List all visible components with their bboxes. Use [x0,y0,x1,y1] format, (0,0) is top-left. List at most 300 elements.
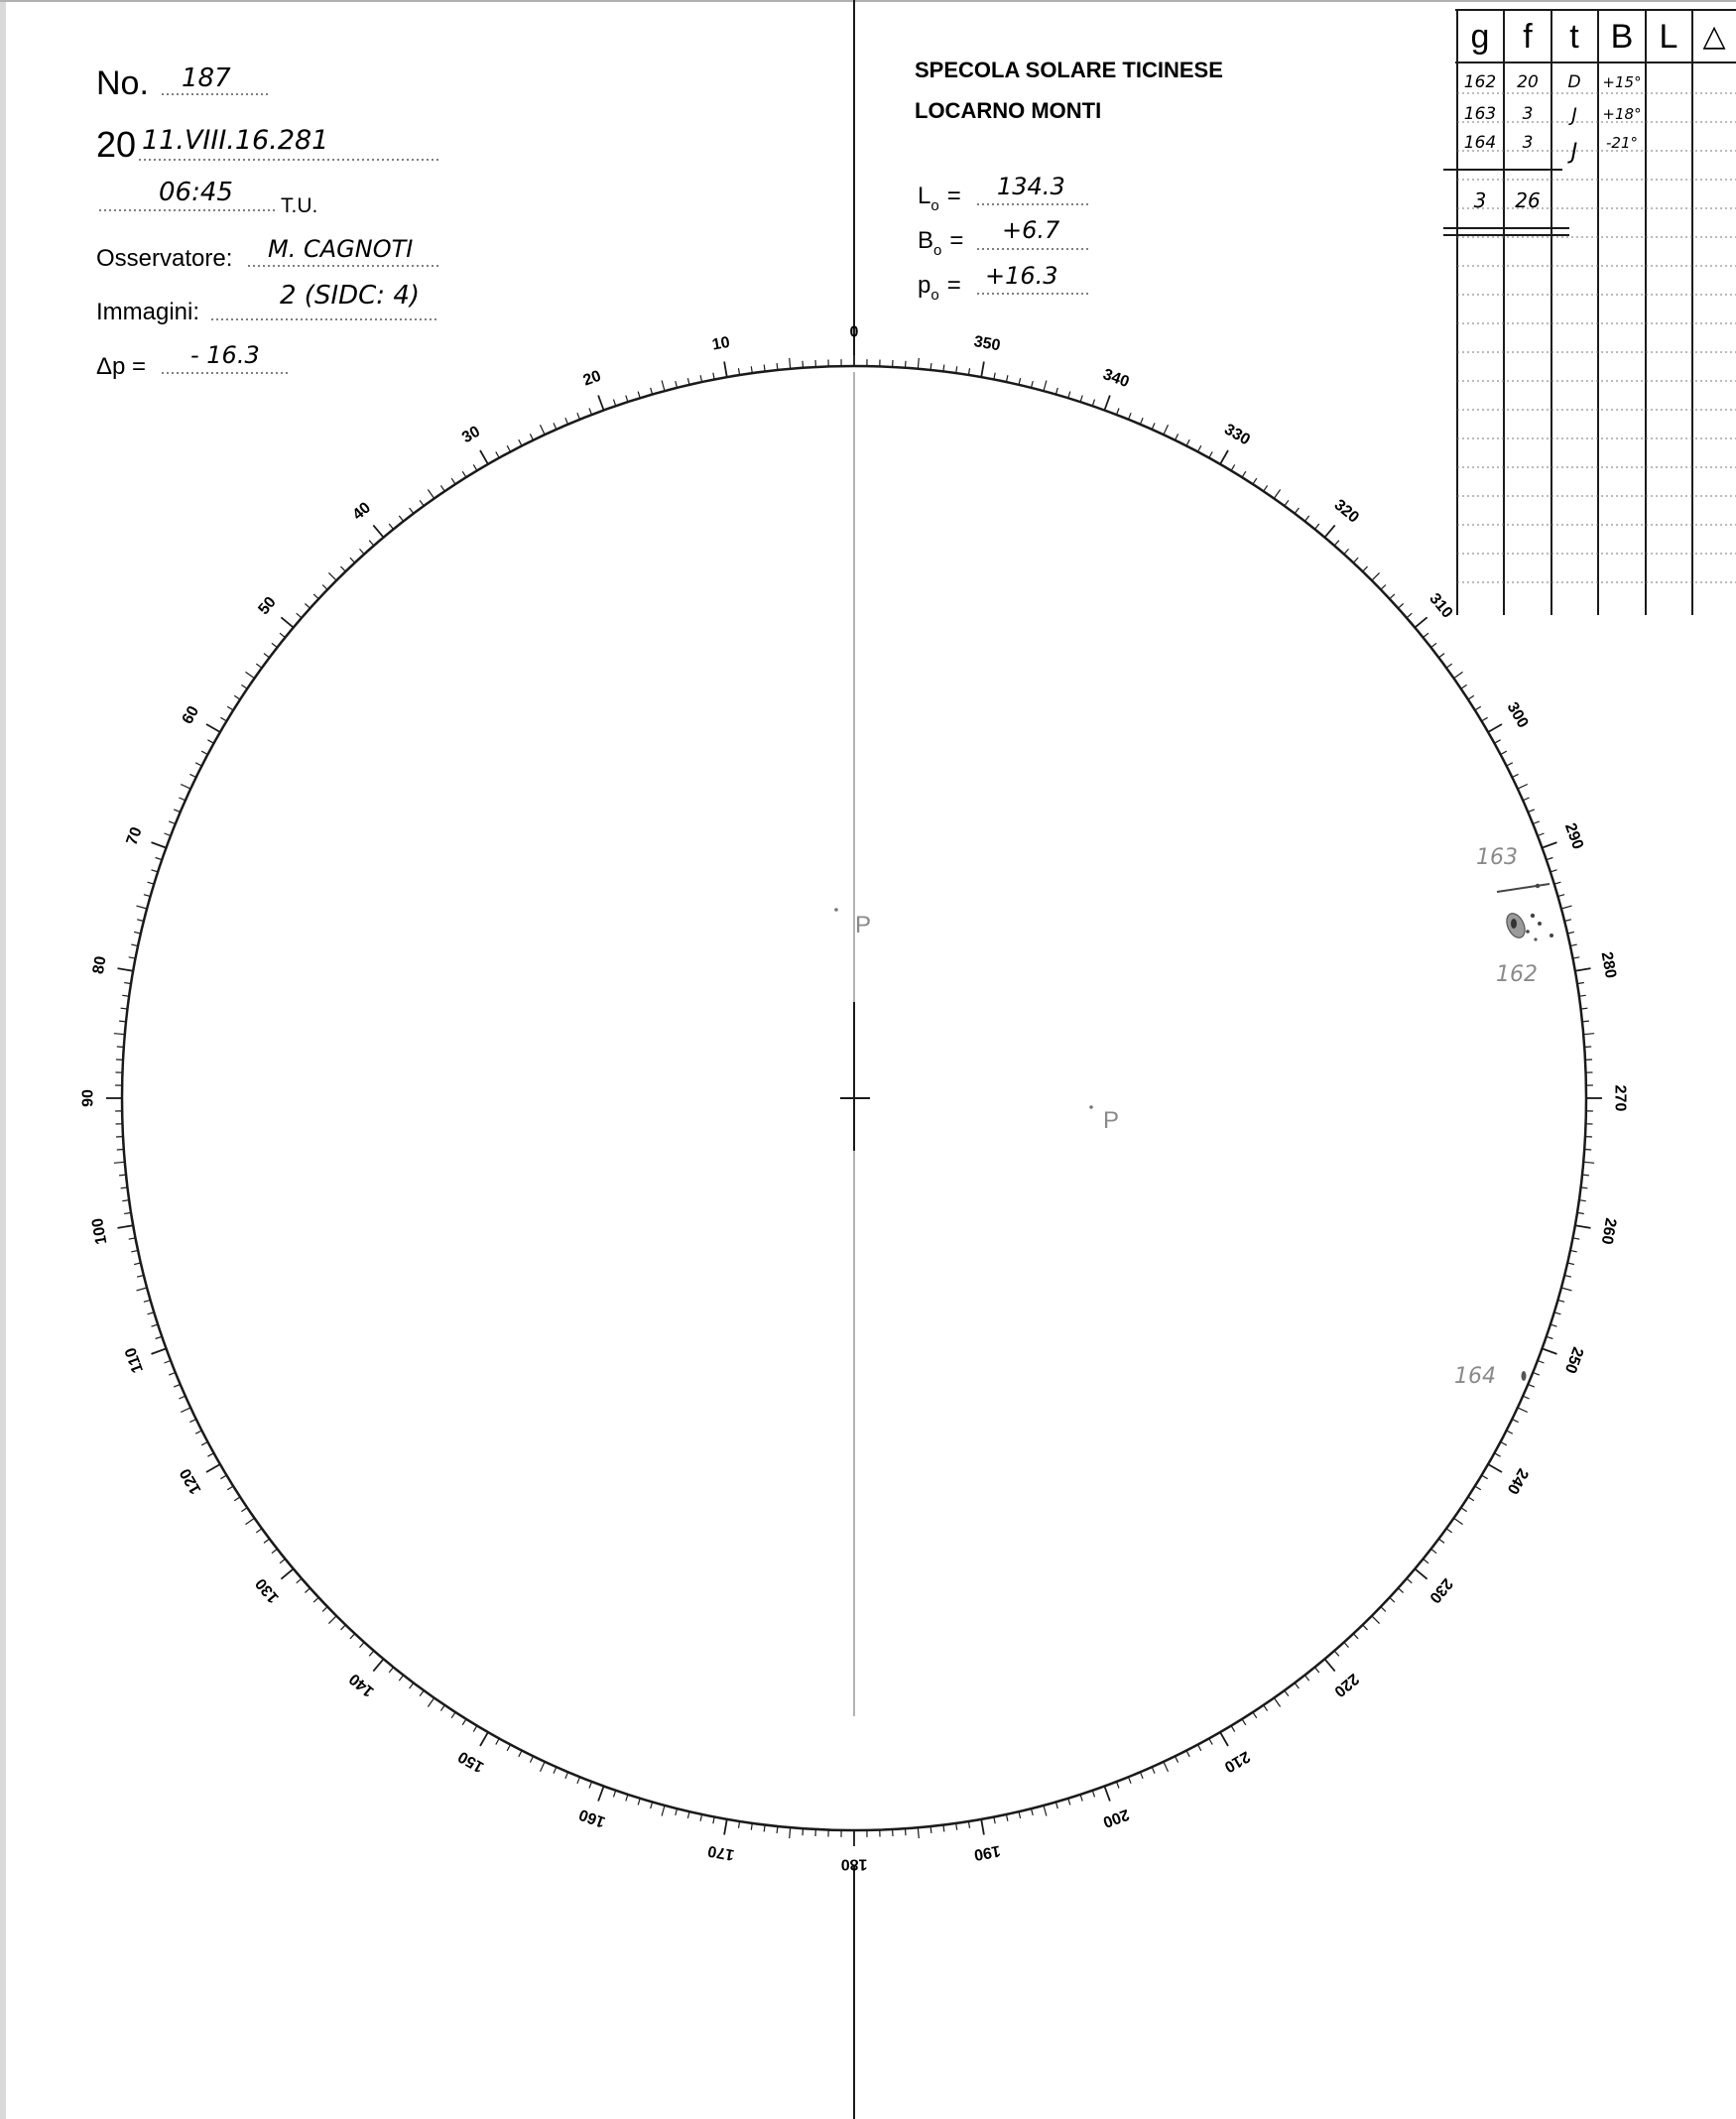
scale-tick [1080,1795,1082,1802]
scale-tick [1475,706,1481,710]
scale-tick [1295,1683,1299,1688]
scale-tick [1304,516,1308,522]
scale-tick [1424,1558,1429,1562]
scale-tick [687,1811,689,1818]
north-pole-mark: P [855,912,872,938]
scale-tick [1092,1791,1094,1798]
scale-tick [1543,1348,1557,1354]
scale-tick [1264,1705,1268,1711]
scale-tick [137,1288,148,1291]
table-cell: 3 [1522,104,1534,124]
scale-tick [1140,1772,1143,1779]
scale-tick [577,1777,580,1784]
scale-tick [1488,724,1502,732]
group-163-label: 163 [1476,845,1518,870]
scale-tick [1554,1312,1561,1314]
scale-tick [1176,1756,1178,1762]
scale-tick [313,1597,318,1602]
scale-tick [181,1408,190,1413]
scale-tick [1501,751,1507,754]
b0-label: $B_o$ = [918,227,964,259]
scale-label-60: 60 [179,703,203,727]
scale-tick [577,413,580,420]
scale-tick [1461,685,1467,688]
l0-value: 134.3 [997,173,1065,200]
scale-tick [1209,1739,1212,1745]
scale-tick [638,392,640,399]
scale-tick [207,740,213,743]
scale-tick [1583,1034,1594,1035]
scale-tick [1482,1475,1488,1479]
scale-tick [1564,1276,1571,1278]
scale-tick [1242,471,1246,477]
date-prefix: 20 [96,124,137,165]
scale-tick [1438,1539,1444,1543]
table-cell: 3 [1522,133,1534,153]
scan-top-edge [0,0,1736,2]
scale-tick [206,724,220,732]
scale-label-70: 70 [123,824,146,848]
scale-tick [724,362,727,378]
scale-tick [1152,423,1155,429]
scale-tick [1523,1396,1529,1399]
scale-tick [1044,1806,1047,1816]
scale-tick [156,858,163,860]
scale-tick [1482,717,1488,721]
date-value: 11.VIII.16.281 [142,125,329,156]
scale-tick [322,1607,327,1612]
scale-tick [1424,633,1429,637]
scale-tick [1561,1288,1572,1291]
scale-tick [1547,858,1553,860]
scale-tick [118,968,134,971]
scale-tick [1104,396,1110,411]
scale-tick [156,1336,163,1338]
scale-tick [1454,1518,1463,1524]
scale-tick [1501,1442,1507,1445]
scale-tick [152,842,167,848]
scale-tick [305,604,310,609]
scale-label-150: 150 [455,1747,487,1776]
table-dotted-rules [1457,93,1736,582]
scale-tick [1032,1808,1034,1815]
scale-tick [165,1361,172,1364]
scale-tick [1117,409,1120,416]
scale-tick [1575,1225,1591,1228]
scale-tick [1220,450,1228,464]
scale-tick [507,445,510,451]
scale-tick [1488,1464,1502,1472]
scale-tick [777,363,778,370]
table-header-f: f [1523,18,1533,56]
scale-tick [179,1396,185,1399]
scale-tick [626,1795,628,1802]
scale-label-260: 260 [1597,1216,1619,1246]
scale-tick [152,870,159,872]
heliographic-pole-dot [1089,1105,1093,1109]
scale-tick [1538,1361,1545,1364]
scale-tick [1438,654,1444,658]
group-162-umbra [1511,919,1517,929]
scale-tick [1285,1690,1289,1696]
scale-tick [1117,1782,1120,1789]
observer-label: Osservatore: [96,245,233,272]
scale-tick [1550,870,1557,872]
scale-tick [119,1175,126,1176]
scale-tick [195,763,201,766]
scale-tick [1454,672,1463,678]
scan-left-edge [0,0,6,2119]
scale-tick [790,1827,791,1838]
scale-tick [1407,1578,1412,1583]
scale-tick [1582,1175,1589,1176]
l0-label: $L_o$ = [918,183,961,214]
table-cell: 164 [1463,133,1497,153]
scale-tick [1363,1625,1368,1630]
scale-tick [554,1767,557,1773]
scale-tick [473,464,477,470]
scale-label-30: 30 [459,423,483,447]
scale-tick [440,485,444,491]
group-163-pointer [1497,884,1550,892]
scale-tick [206,1464,220,1472]
scale-tick [420,500,424,506]
scale-tick [174,1384,181,1387]
scale-tick [119,1021,126,1022]
scale-tick [1231,464,1235,470]
scale-tick [614,1791,616,1798]
scale-tick [1512,1420,1518,1423]
scale-tick [114,1034,125,1035]
scale-tick [440,1705,444,1711]
scale-tick [272,643,278,647]
table-header-l: L [1659,18,1678,56]
scale-tick [1570,944,1577,946]
scale-tick [1518,785,1528,790]
scale-tick [451,478,455,484]
scale-tick [1304,1676,1308,1682]
scale-tick [1570,1250,1577,1252]
scale-tick [189,1420,195,1423]
scale-label-330: 330 [1221,421,1253,449]
table-cell: +18° [1602,105,1642,123]
scale-tick [313,594,318,599]
table-cell: -21° [1606,134,1638,152]
scale-tick [496,1739,499,1745]
scale-tick [246,672,255,678]
scale-tick [1242,1719,1246,1725]
table-header-g: g [1470,18,1490,56]
scale-tick [1523,798,1529,801]
scale-tick [1372,1616,1380,1624]
scale-tick [114,1162,125,1163]
scale-tick [1407,613,1412,618]
scale-tick [1068,1799,1070,1806]
scale-tick [614,400,616,407]
scale-tick [700,375,702,382]
scale-tick [256,1529,262,1533]
scale-tick [272,1549,278,1553]
scale-tick [1044,381,1047,392]
scale-tick [1468,1497,1474,1501]
scale-tick [152,1324,159,1326]
scale-tick [1390,1597,1395,1602]
scale-tick [1264,485,1268,491]
scale-label-170: 170 [706,1841,736,1863]
scale-tick [1543,842,1557,848]
scale-tick [369,1651,374,1656]
table-total-g: 3 [1473,188,1487,212]
scale-tick [565,418,568,425]
scale-tick [1186,1751,1189,1757]
scale-tick [930,1826,931,1833]
scale-tick [360,1642,365,1647]
institute-name: SPECOLA SOLARE TICINESE [915,58,1223,82]
table-header-t: t [1569,18,1579,56]
scale-tick [1104,1787,1110,1802]
scale-tick [322,585,327,590]
group-162-spot [1550,934,1553,937]
scale-tick [281,617,293,627]
scale-tick [1567,932,1574,934]
scale-tick [1554,882,1561,884]
scale-tick [360,549,365,554]
scale-tick [152,1348,167,1354]
scale-label-110: 110 [122,1344,148,1376]
number-label: No. [96,64,149,102]
group-162-label: 162 [1496,962,1538,987]
number-value: 187 [182,63,231,93]
scale-tick [241,685,247,688]
scale-tick [1186,439,1189,445]
scale-tick [1176,434,1178,439]
scale-tick [676,1808,678,1815]
scale-label-320: 320 [1330,496,1362,527]
scale-tick [1295,508,1299,514]
delta-p-label: Δp = [96,353,147,380]
scale-tick [1140,418,1143,425]
scale-tick [169,1373,176,1376]
institute-location: LOCARNO MONTI [915,98,1102,123]
scale-tick [1381,1607,1386,1612]
scale-tick [1575,968,1591,971]
scale-tick [1314,524,1318,530]
scale-tick [700,1814,702,1821]
group-164-spot [1522,1371,1527,1381]
scale-label-210: 210 [1221,1747,1253,1776]
scale-tick [1253,1712,1257,1718]
scale-tick [201,1442,207,1445]
groups-table [1443,10,1736,615]
scale-tick [1495,1453,1501,1456]
scale-label-340: 340 [1100,366,1132,392]
scale-tick [117,1150,124,1151]
scale-tick [1415,617,1426,627]
scale-tick [118,1225,134,1228]
scale-label-0: 0 [849,323,859,341]
table-cell: J [1571,104,1577,126]
scale-label-160: 160 [576,1805,608,1830]
scale-label-50: 50 [255,593,280,619]
table-cell: 20 [1517,72,1539,92]
scale-tick [589,409,592,416]
group-162-spot [1534,937,1537,940]
table-cell: 163 [1463,104,1497,124]
scale-tick [1547,1336,1553,1338]
scale-tick [137,920,144,922]
scale-tick [256,664,262,668]
scale-tick [1334,1651,1339,1656]
scale-tick [1019,1811,1021,1818]
images-value: 2 (SIDC: 4) [280,281,421,311]
scale-tick [1461,1508,1467,1512]
scale-tick [1344,549,1349,554]
scale-tick [724,1819,727,1835]
scale-tick [1550,1324,1557,1326]
scale-tick [1253,478,1257,484]
observer-value: M. CAGNOTI [268,235,414,263]
scale-tick [1431,1549,1437,1553]
p0-value: +16.3 [985,262,1058,290]
scale-tick [1538,833,1545,836]
scale-tick [473,1726,477,1732]
scale-tick [1209,451,1212,457]
group-162-spot [1538,922,1542,926]
scale-tick [234,1497,240,1501]
scale-tick [918,358,919,369]
scale-tick [341,566,346,571]
scale-tick [1533,821,1540,824]
scale-tick [241,1508,247,1512]
scale-tick [131,944,138,946]
time-value: 06:45 [159,178,233,207]
scale-tick [1446,1529,1452,1533]
group-164-label: 164 [1454,1364,1496,1389]
scale-label-80: 80 [89,954,110,976]
images-label: Immagini: [96,299,200,325]
scale-tick [598,1787,604,1802]
scale-tick [428,1698,434,1707]
scale-tick [148,882,155,884]
delta-p-value: - 16.3 [190,341,260,369]
scale-tick [264,1539,270,1543]
scale-label-90: 90 [79,1089,97,1107]
scale-tick [790,358,791,369]
scale-tick [519,439,522,445]
scale-tick [1431,643,1437,647]
scale-tick [428,490,434,499]
scale-tick [451,1712,455,1718]
scale-tick [179,798,185,801]
scale-tick [1198,445,1201,451]
scale-label-310: 310 [1426,590,1456,622]
scale-tick [246,1518,255,1524]
scale-label-40: 40 [349,499,375,524]
scale-tick [1495,740,1501,743]
scale-tick [541,425,546,435]
scale-tick [1475,1486,1481,1490]
scale-tick [341,1625,346,1630]
scale-tick [1415,1568,1426,1578]
scale-tick [1584,1047,1591,1048]
scale-tick [1324,1659,1334,1671]
scale-tick [1507,763,1513,766]
group-162-spot [1526,930,1530,934]
scale-tick [1344,1642,1349,1647]
scale-label-100: 100 [89,1216,111,1246]
scale-label-240: 240 [1503,1465,1532,1497]
scale-label-230: 230 [1426,1574,1456,1606]
scale-tick [598,396,604,411]
scale-tick [1068,392,1070,399]
scale-tick [1129,413,1132,420]
scale-label-200: 200 [1100,1805,1132,1830]
scale-tick [1164,425,1169,435]
scale-tick [662,1806,665,1816]
scale-tick [174,810,181,812]
scale-tick [1006,375,1008,382]
scale-tick [1274,1698,1280,1707]
scale-tick [480,450,488,464]
scale-tick [981,362,984,378]
scale-tick [305,1588,310,1593]
scale-tick [1518,1408,1528,1413]
table-cell: +15° [1602,73,1642,91]
scale-tick [626,396,628,403]
scale-tick [687,378,689,385]
scale-tick [530,434,533,439]
scale-label-190: 190 [972,1841,1002,1863]
scale-tick [1231,1726,1235,1732]
scale-tick [148,1312,155,1314]
scale-tick [297,1578,302,1583]
scale-label-220: 220 [1330,1670,1362,1700]
p0-label: $p_o$ = [918,272,961,304]
scale-tick [181,785,190,790]
scale-tick [117,1047,124,1048]
scale-tick [1528,1384,1535,1387]
scale-label-140: 140 [346,1670,378,1700]
scale-tick [906,1828,907,1835]
scale-tick [1164,1762,1169,1772]
scale-label-280: 280 [1597,950,1619,980]
scale-tick [1446,664,1452,668]
table-header-b: B [1610,18,1634,56]
scale-tick [280,633,286,637]
scale-tick [1334,541,1339,546]
scale-label-130: 130 [252,1574,283,1606]
scale-tick [264,654,270,658]
scale-tick [1353,1634,1358,1639]
scale-tick [165,833,172,836]
scale-tick [399,516,403,522]
scale-tick [195,1431,201,1433]
scale-tick [462,471,466,477]
scale-tick [777,1826,778,1833]
scale-tick [134,1263,141,1265]
scale-tick [1567,1263,1574,1265]
scale-tick [1398,1588,1403,1593]
scale-tick [1363,566,1368,571]
scale-tick [930,363,931,370]
scale-tick [1468,695,1474,699]
scale-tick [1314,1668,1318,1674]
north-pole-dot [834,908,838,912]
scale-tick [462,1719,466,1725]
scale-tick [803,1828,804,1835]
scale-tick [369,541,374,546]
time-unit: T.U. [281,194,318,217]
